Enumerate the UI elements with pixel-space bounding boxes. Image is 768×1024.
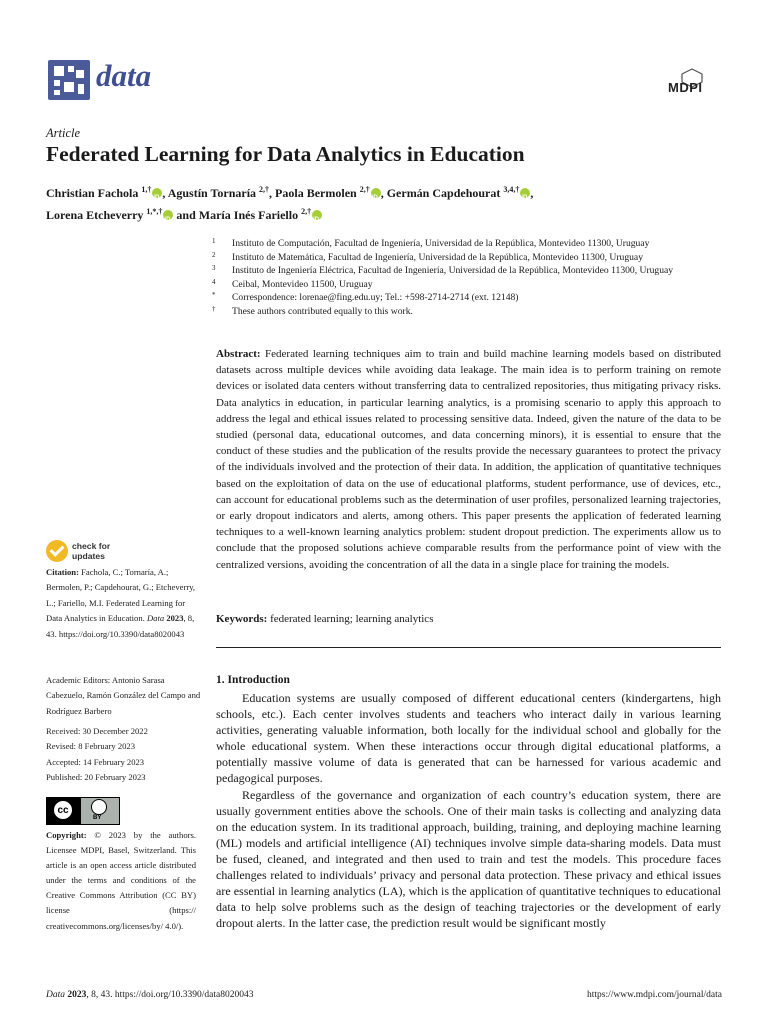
citation-doi[interactable]: , 8, 43. https://doi.org/10.3390/data8020043 <box>46 613 195 639</box>
attribution-icon <box>91 799 107 815</box>
article-title: Federated Learning for Data Analytics in Education <box>46 142 525 166</box>
section-heading: 1. Introduction <box>216 674 290 686</box>
published-date: Published: 20 February 2023 <box>46 772 146 783</box>
citation-text: Fachola, C.; Tornaría, A.; Bermolen, P.; Capdehourat, G.; Etcheverry, L.; Fariello, M.I. Federated Learning for Data Analytics in Education. <box>46 567 196 624</box>
affiliation-marker: 1 <box>212 237 216 245</box>
affiliation-text: Instituto de Computación, Facultad de Ingeniería, Universidad de la República, Montevideo 11300, Uruguay <box>232 238 650 249</box>
affiliation-marker: 4 <box>212 277 216 286</box>
check-updates-line2: updates <box>72 551 105 561</box>
citation-year: 2023 <box>166 613 184 624</box>
academic-editors: Academic Editors: Antonio Sarasa Cabezuelo, Ramón González del Campo and Rodríguez Barbero <box>46 675 201 716</box>
affiliation-text: Correspondence: lorenae@fing.edu.uy; Tel.: +598-2714-2714 (ext. 12148) <box>232 292 519 303</box>
author-list <box>46 181 726 224</box>
revised-date: Revised: 8 February 2023 <box>46 741 136 752</box>
author-affiliation-marker: 2,† <box>359 185 370 194</box>
journal-logo-icon <box>48 60 90 100</box>
footer-year: 2023 <box>67 990 87 1000</box>
author-affiliation-marker: 1,*,† <box>146 206 163 216</box>
author-name[interactable]: Germán Capdehourat <box>386 186 504 200</box>
author-name[interactable]: Agustín Tornaría <box>167 186 260 200</box>
author-affiliation-marker: 1,† <box>141 185 152 194</box>
footer-journal-link[interactable]: https://www.mdpi.com/journal/data <box>586 990 722 1000</box>
affiliation-text: These authors contributed equally to this work. <box>232 305 413 317</box>
accepted-date: Accepted: 14 February 2023 <box>46 756 145 767</box>
intro-body <box>216 690 721 931</box>
affiliation-text: Instituto de Ingeniería Eléctrica, Facultad de Ingeniería, Universidad de la República, Montevideo 11300, Uruguay <box>232 265 674 276</box>
affiliation-item <box>212 305 732 319</box>
by-label: BY <box>93 815 102 821</box>
footer-citation <box>46 990 254 1000</box>
orcid-icon[interactable] <box>312 210 322 220</box>
affiliation-marker: * <box>212 291 216 299</box>
affiliation-marker: † <box>212 304 216 313</box>
orcid-icon[interactable] <box>163 210 173 220</box>
orcid-icon[interactable] <box>152 188 162 198</box>
author-separator: , <box>162 186 168 200</box>
article-type: Article <box>46 126 81 140</box>
citation-journal: Data <box>146 613 165 624</box>
abstract-text: Federated learning techniques aim to train and build machine learning models based on distributed datasets across multiple devices while avoiding data leakage. The main idea is to perform training on remote devices or isolated data centers without transferring data to centralized repositories, thus mitigating privacy risks. Data analytics in education, in particular learning analytics, is a promising scenario to apply this approach to address the legal and ethical issues related to processing sensitive data. Indeed, given the nature of the data to be studied (personal data, educational outcomes, and data concerning minors), it is essential to ensure that the conduct of these studies and the publication of the results provide the necessary guarantees to protect the privacy of the individuals involved and the protection of their data. In addition, the application of quantitative techniques based on the exploitation of data on the use of educational platforms, student performance, use of devices, etc., can account for educational problems such as the determination of user profiles, personalized learning trajectories, or early dropout indicators and alerts, among others. This paper presents the application of federated learning techniques to a well-known learning analytics problem: student dropout prediction. The experiments allow us to conclude that the proposed solutions achieve comparable results from the performance point of view with the centralized versions, avoiding the concentration of all the data in a single place for training the models. <box>216 348 721 571</box>
affiliation-item <box>212 237 732 251</box>
author-separator: and <box>173 207 199 222</box>
author-affiliation-marker: 2,† <box>259 185 270 194</box>
affiliation-text: Instituto de Matemática, Facultad de Ingeniería, Universidad de la República, Montevideo 11300, Uruguay <box>232 251 643 263</box>
affiliation-marker: 2 <box>212 250 216 259</box>
journal-name: data <box>96 58 152 93</box>
author-separator: , <box>269 186 276 200</box>
copyright <box>46 828 196 934</box>
intro-paragraph-1: Education systems are usually composed of different educational centers (kindergartens, high schools, etc.). Each center involves students and teachers who interact daily in various learning activities, generating valuable information, both locally for the individual school and globally for the whole educational system. When these interactions occur through digital educational platforms, a potentially massive volume of data is generated that can be harnessed for various academic and pedagogical purposes. <box>216 691 721 786</box>
affiliation-marker: 3 <box>212 264 216 272</box>
author-affiliation-marker: 3,4,† <box>503 185 520 194</box>
author-separator: , <box>530 186 534 200</box>
footer-journal: Data <box>46 990 65 1000</box>
author-name[interactable]: Paola Bermolen <box>275 186 360 200</box>
copyright-text: © 2023 by the authors. Licensee MDPI, Basel, Switzerland. This article is an open access article distributed under the terms and conditions of the Creative Commons Attribution (CC BY) license (https:// creativecommons.org/licenses/by/ 4.0/). <box>46 830 196 931</box>
keywords <box>216 613 721 625</box>
keywords-label: Keywords: <box>216 613 268 625</box>
author-name[interactable]: Christian Fachola <box>46 186 142 200</box>
affiliation-item <box>212 251 732 265</box>
orcid-icon[interactable] <box>520 188 530 198</box>
check-updates-line1: check for <box>72 541 111 551</box>
affiliation-item <box>212 278 732 292</box>
cc-icon: cc <box>53 800 73 820</box>
orcid-icon[interactable] <box>371 188 381 198</box>
affiliation-text: Ceibal, Montevideo 11500, Uruguay <box>232 278 373 290</box>
publisher-name: MDPI <box>668 80 703 95</box>
affiliation-list <box>212 237 732 318</box>
divider <box>216 647 721 648</box>
author-name[interactable]: María Inés Fariello <box>198 207 302 222</box>
citation-label: Citation: <box>46 567 79 577</box>
dates <box>46 724 201 786</box>
citation <box>46 565 201 642</box>
received-date: Received: 30 December 2022 <box>46 726 148 736</box>
intro-paragraph-2: Regardless of the governance and organization of each country’s education system, there are usually government entities above the schools. One of their main tasks is collecting and analyzing data on the education system. In its traditional approach, building, training, and deploying machine learning (ML) models and artificial intelligence (AI) techniques involve simple data-sharing models. Data must be fused, cleaned, and integrated and then used to train and test the models. This procedure faces challenges related to individuals’ privacy and personal data protection. These privacy and ethical issues are essential in learning analytics (LA), which is the application of quantitative techniques to educational data to help solve problems such as the design of teaching trajectories or the development of early dropout alerts. In the latter case, the prediction result would be significant mostly <box>216 787 721 931</box>
abstract-label: Abstract: <box>216 348 261 360</box>
check-icon <box>46 540 68 562</box>
abstract <box>216 346 721 573</box>
publisher-logo <box>666 68 718 98</box>
check-for-updates-button[interactable] <box>46 540 156 564</box>
affiliation-item <box>212 291 732 305</box>
author-name[interactable]: Lorena Etcheverry <box>46 207 147 222</box>
footer-doi[interactable]: , 8, 43. https://doi.org/10.3390/data8020043 <box>86 990 254 1000</box>
copyright-label: Copyright: <box>46 830 87 840</box>
keywords-text: federated learning; learning analytics <box>270 613 434 625</box>
affiliation-item <box>212 264 732 278</box>
cc-license-badge[interactable] <box>46 797 120 825</box>
author-separator: , <box>380 186 387 200</box>
author-affiliation-marker: 2,† <box>301 206 312 216</box>
